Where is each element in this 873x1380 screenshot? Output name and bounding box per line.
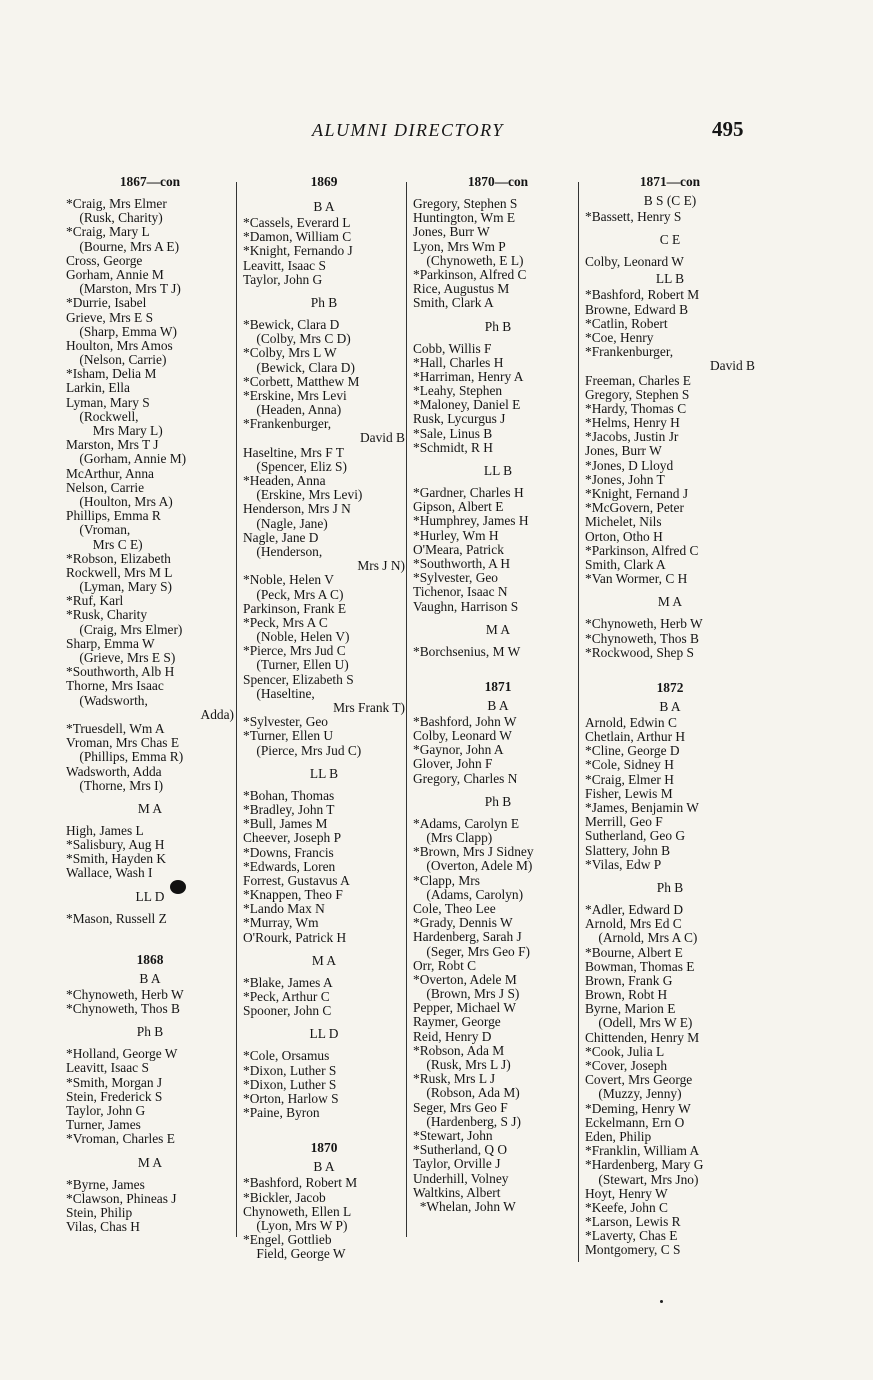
directory-entry: Wallace, Wash I <box>66 865 153 881</box>
directory-entry: *Keefe, John C <box>585 1199 668 1215</box>
directory-entry: *Bashford, Robert M <box>243 1175 358 1191</box>
directory-entry: (Lyon, Mrs W P) <box>243 1217 348 1233</box>
directory-entry: (Noble, Helen V) <box>243 629 350 645</box>
directory-column-1 <box>66 172 234 1234</box>
directory-entry: *Vroman, Charles E <box>66 1131 175 1147</box>
directory-entry: *Schmidt, R H <box>413 439 493 455</box>
directory-entry: (Rusk, Charity) <box>66 210 163 226</box>
directory-entry: *Cole, Orsamus <box>243 1048 330 1064</box>
degree-heading: M A <box>311 952 337 968</box>
directory-entry: *Brown, Mrs J Sidney <box>413 844 534 860</box>
year-heading: 1869 <box>310 174 338 189</box>
directory-entry: (Turner, Ellen U) <box>243 657 349 673</box>
directory-entry: *Engel, Gottlieb <box>243 1232 332 1248</box>
directory-entry: Thorne, Mrs Isaac <box>66 678 164 694</box>
directory-entry: Vroman, Mrs Chas E <box>66 735 180 751</box>
degree-heading: LL D <box>135 888 165 904</box>
directory-column-4 <box>585 172 755 1258</box>
directory-entry: *Harriman, Henry A <box>413 368 524 384</box>
directory-entry: (Nagle, Jane) <box>243 515 328 531</box>
directory-entry: *McGovern, Peter <box>585 500 684 516</box>
directory-entry: Leavitt, Isaac S <box>243 257 326 273</box>
directory-entry: (Marston, Mrs T J) <box>66 281 181 297</box>
directory-entry: Orton, Otho H <box>585 528 663 544</box>
directory-entry: (Sharp, Emma W) <box>66 323 177 339</box>
directory-entry: (Mrs Clapp) <box>413 830 493 845</box>
directory-entry: David B <box>359 430 405 446</box>
directory-entry: Field, George W <box>243 1246 346 1262</box>
directory-entry: (Phillips, Emma R) <box>66 749 184 765</box>
year-heading: 1870—con <box>467 174 529 189</box>
directory-entry: (Thorne, Mrs I) <box>66 777 164 793</box>
directory-entry: *Southworth, Alb H <box>66 664 175 680</box>
directory-entry: *Parkinson, Alfred C <box>585 542 699 558</box>
directory-entry: Montgomery, C S <box>585 1242 681 1258</box>
directory-entry: Spooner, John C <box>243 1003 332 1019</box>
directory-entry: *Edwards, Loren <box>243 858 336 874</box>
directory-entry: Chetlain, Arthur H <box>585 729 686 745</box>
directory-entry: *Gaynor, John A <box>413 742 504 758</box>
directory-entry: *Colby, Mrs L W <box>243 345 337 361</box>
directory-entry: (Wadsworth, <box>66 692 148 708</box>
directory-entry: *Chynoweth, Thos B <box>585 630 699 646</box>
directory-entry: *Isham, Delia M <box>66 366 157 382</box>
directory-entry: Seger, Mrs Geo F <box>413 1099 508 1115</box>
directory-entry: Vaughn, Harrison S <box>413 598 519 614</box>
directory-entry: *Bradley, John T <box>243 801 335 817</box>
directory-entry: *Bewick, Clara D <box>243 316 340 332</box>
directory-entry: *Rockwood, Shep S <box>585 644 694 660</box>
year-heading: 1871—con <box>639 174 701 189</box>
directory-entry: (Muzzy, Jenny) <box>585 1086 682 1102</box>
degree-heading: Ph B <box>484 318 512 334</box>
directory-entry: *Rusk, Charity <box>66 607 148 623</box>
degree-heading: Ph B <box>310 294 338 310</box>
degree-heading: B A <box>487 697 509 713</box>
directory-entry: Sutherland, Geo G <box>585 828 686 844</box>
directory-entry: Chynoweth, Ellen L <box>243 1203 352 1219</box>
directory-entry: *Hall, Charles H <box>413 354 504 370</box>
directory-column-2 <box>243 172 405 1261</box>
directory-entry: *Adler, Edward D <box>585 901 684 917</box>
directory-entry: *Deming, Henry W <box>585 1100 691 1116</box>
directory-entry: Eden, Philip <box>585 1128 652 1144</box>
directory-entry: (Bourne, Mrs A E) <box>66 238 180 254</box>
directory-entry: (Vroman, <box>66 522 131 538</box>
degree-heading: B A <box>139 970 161 986</box>
directory-entry: Taylor, Orville J <box>413 1156 501 1172</box>
directory-entry: *Sylvester, Geo <box>413 570 498 586</box>
directory-entry: (Colby, Mrs C D) <box>243 331 351 347</box>
directory-entry: *Peck, Arthur C <box>243 989 330 1004</box>
directory-entry: Waltkins, Albert <box>413 1184 501 1200</box>
year-heading: 1870 <box>310 1140 338 1156</box>
directory-entry: (Craig, Mrs Elmer) <box>66 621 183 637</box>
directory-entry: Reid, Henry D <box>413 1028 492 1044</box>
directory-entry: Arnold, Mrs Ed C <box>585 916 682 932</box>
directory-entry: Colby, Leonard W <box>585 254 684 270</box>
directory-entry: Taylor, John G <box>66 1102 146 1118</box>
directory-entry: *Salisbury, Aug H <box>66 837 165 853</box>
directory-entry: (Pierce, Mrs Jud C) <box>243 742 362 758</box>
directory-entry: *Erskine, Mrs Levi <box>243 387 347 403</box>
directory-entry: Taylor, John G <box>243 271 323 287</box>
year-heading: 1868 <box>136 951 164 967</box>
directory-entry: *Chynoweth, Herb W <box>585 616 703 632</box>
directory-entry: *Blake, James A <box>243 974 333 990</box>
directory-entry: Lyman, Mary S <box>66 394 150 410</box>
directory-entry: *Cline, George D <box>585 743 680 759</box>
directory-entry: Gregory, Stephen S <box>585 386 690 402</box>
directory-entry: *Helms, Henry H <box>585 415 680 431</box>
degree-heading: B A <box>659 698 681 714</box>
directory-entry: *Downs, Francis <box>243 844 334 860</box>
directory-entry: *Borchsenius, M W <box>413 643 521 659</box>
running-header: ALUMNI DIRECTORY <box>312 120 504 140</box>
directory-entry: Larkin, Ella <box>66 380 130 396</box>
directory-entry: *Clapp, Mrs <box>413 872 480 888</box>
directory-entry: *Ruf, Karl <box>66 593 124 609</box>
directory-entry: *Sale, Linus B <box>413 425 493 441</box>
directory-entry: *Humphrey, James H <box>413 513 529 529</box>
directory-entry: *Craig, Mrs Elmer <box>66 196 167 211</box>
directory-entry: Smith, Clark A <box>413 295 494 311</box>
directory-entry: *Grady, Dennis W <box>413 915 513 931</box>
directory-entry: (Chynoweth, E L) <box>413 252 524 268</box>
directory-entry: Rockwell, Mrs M L <box>66 564 173 580</box>
directory-entry: *Holland, George W <box>66 1046 178 1062</box>
directory-entry: (Houlton, Mrs A) <box>66 493 173 509</box>
directory-entry: *Byrne, James <box>66 1176 145 1192</box>
directory-entry: (Lyman, Mary S) <box>66 579 172 595</box>
directory-entry: Underhill, Volney <box>413 1170 509 1186</box>
directory-entry: Henderson, Mrs J N <box>243 501 351 517</box>
directory-entry: *Franklin, William A <box>585 1143 700 1159</box>
directory-entry: Wadsworth, Adda <box>66 763 162 779</box>
directory-entry: *Craig, Mary L <box>66 224 150 240</box>
directory-entry: Bowman, Thomas E <box>585 958 695 974</box>
directory-entry: *Orton, Harlow S <box>243 1090 339 1106</box>
directory-entry: *Truesdell, Wm A <box>66 720 165 736</box>
directory-entry: Houlton, Mrs Amos <box>66 337 173 353</box>
directory-entry: Hardenberg, Sarah J <box>413 929 522 945</box>
directory-entry: *Bickler, Jacob <box>243 1189 326 1205</box>
directory-entry: Nelson, Carrie <box>66 479 145 495</box>
directory-entry: *Smith, Morgan J <box>66 1074 163 1090</box>
directory-entry: *Craig, Elmer H <box>585 771 674 787</box>
directory-entry: *Leahy, Stephen <box>413 383 503 399</box>
directory-entry: Stein, Philip <box>66 1204 133 1220</box>
column-rule <box>406 182 407 1237</box>
directory-entry: *Clawson, Phineas J <box>66 1190 177 1206</box>
directory-entry: Brown, Frank G <box>585 972 673 988</box>
directory-entry: (Arnold, Mrs A C) <box>585 930 698 946</box>
directory-entry: *Laverty, Chas E <box>585 1228 678 1244</box>
directory-entry: *Mason, Russell Z <box>66 910 167 926</box>
degree-heading: M A <box>137 1154 163 1170</box>
directory-entry: Cheever, Joseph P <box>243 830 342 846</box>
degree-heading: Ph B <box>484 793 512 809</box>
directory-entry: Pepper, Michael W <box>413 1000 516 1016</box>
directory-entry: *Chynoweth, Thos B <box>66 1001 180 1016</box>
directory-entry: Lyon, Mrs Wm P <box>413 238 506 254</box>
directory-entry: Brown, Robt H <box>585 987 668 1003</box>
column-rule <box>236 182 237 1237</box>
directory-entry: *Gardner, Charles H <box>413 485 524 500</box>
directory-entry: (Grieve, Mrs E S) <box>66 650 176 665</box>
directory-entry: Spencer, Elizabeth S <box>243 671 354 687</box>
directory-entry: (Peck, Mrs A C) <box>243 586 344 602</box>
directory-entry: *Noble, Helen V <box>243 572 334 588</box>
directory-entry: *Larson, Lewis R <box>585 1214 681 1230</box>
directory-entry: *Cook, Julia L <box>585 1043 665 1059</box>
directory-entry: Gorham, Annie M <box>66 266 164 282</box>
directory-entry: (Headen, Anna) <box>243 402 342 418</box>
directory-entry: (Brown, Mrs J S) <box>413 986 520 1002</box>
directory-entry: *Corbett, Matthew M <box>243 373 360 389</box>
directory-entry: Raymer, George <box>413 1014 501 1030</box>
directory-entry: Parkinson, Frank E <box>243 600 347 616</box>
directory-entry: *Jacobs, Justin Jr <box>585 429 679 445</box>
degree-heading: B A <box>313 1159 335 1175</box>
degree-heading: LL D <box>309 1026 339 1042</box>
degree-heading: B A <box>313 199 335 214</box>
directory-entry: Covert, Mrs George <box>585 1072 693 1088</box>
directory-entry: (Overton, Adele M) <box>413 858 533 874</box>
directory-entry: Eckelmann, Ern O <box>585 1114 685 1130</box>
directory-entry: (Rockwell, <box>66 408 139 424</box>
directory-entry: *Frankenburger, <box>585 344 674 360</box>
directory-entry: *Knight, Fernando J <box>243 243 353 259</box>
directory-entry: Arnold, Edwin C <box>585 714 677 730</box>
directory-entry: *Overton, Adele M <box>413 971 517 987</box>
directory-entry: Cross, George <box>66 252 143 268</box>
directory-entry: (Seger, Mrs Geo F) <box>413 943 530 959</box>
directory-entry: Huntington, Wm E <box>413 210 516 226</box>
degree-heading: Ph B <box>656 879 684 895</box>
directory-entry: *Jones, D Lloyd <box>585 457 674 473</box>
degree-heading: LL B <box>655 271 685 287</box>
directory-entry: *Peck, Mrs A C <box>243 614 328 630</box>
directory-entry: Haseltine, Mrs F T <box>243 444 344 460</box>
directory-entry: Mrs C E) <box>66 536 143 552</box>
directory-entry: *Chynoweth, Herb W <box>66 986 184 1002</box>
directory-entry: *Dixon, Luther S <box>243 1062 337 1078</box>
directory-entry: (Odell, Mrs W E) <box>585 1015 693 1031</box>
degree-heading: LL B <box>483 463 513 478</box>
directory-entry: (Haseltine, <box>243 685 315 701</box>
directory-entry: (Henderson, <box>243 543 323 559</box>
directory-entry: *Smith, Hayden K <box>66 851 167 867</box>
directory-entry: *Maloney, Daniel E <box>413 397 521 413</box>
directory-entry: Forrest, Gustavus A <box>243 872 350 888</box>
directory-entry: Chittenden, Henry M <box>585 1029 700 1045</box>
directory-entry: (Robson, Ada M) <box>413 1085 520 1101</box>
directory-entry: Jones, Burr W <box>585 443 662 459</box>
directory-entry: Mrs Frank T) <box>333 700 405 715</box>
directory-entry: High, James L <box>66 822 144 838</box>
directory-entry: Rusk, Lycurgus J <box>413 411 506 427</box>
directory-entry: *Murray, Wm <box>243 915 319 931</box>
directory-entry: (Bewick, Clara D) <box>243 359 355 375</box>
ink-blot <box>170 880 186 894</box>
year-heading: 1871 <box>484 678 512 694</box>
directory-column-3 <box>413 172 583 1214</box>
directory-entry: Sharp, Emma W <box>66 635 155 651</box>
directory-entry: McArthur, Anna <box>66 465 154 481</box>
directory-entry: Hoyt, Henry W <box>585 1185 668 1201</box>
directory-entry: *Durrie, Isabel <box>66 295 147 311</box>
degree-heading: LL B <box>309 765 339 781</box>
directory-entry: Gregory, Charles N <box>413 770 518 786</box>
directory-entry: *Cassels, Everard L <box>243 215 351 230</box>
directory-entry: *Hardenberg, Mary G <box>585 1157 704 1173</box>
directory-entry: *Cole, Sidney H <box>585 757 674 773</box>
directory-entry: Adda) <box>200 706 234 722</box>
directory-entry: Freeman, Charles E <box>585 372 691 388</box>
directory-entry: *Sylvester, Geo <box>243 714 328 730</box>
degree-heading: C E <box>659 232 681 248</box>
directory-entry: (Nelson, Carrie) <box>66 352 167 368</box>
directory-entry: Rice, Augustus M <box>413 281 510 297</box>
directory-entry: Jones, Burr W <box>413 224 490 240</box>
directory-entry: *Bashford, John W <box>413 713 517 729</box>
directory-entry: Vilas, Chas H <box>66 1219 140 1235</box>
directory-entry: *Whelan, John W <box>413 1198 516 1214</box>
directory-entry: Grieve, Mrs E S <box>66 309 154 325</box>
directory-entry: (Spencer, Eliz S) <box>243 458 347 474</box>
directory-entry: Colby, Leonard W <box>413 728 512 744</box>
directory-entry: *Sutherland, Q O <box>413 1142 508 1158</box>
directory-entry: (Adams, Carolyn) <box>413 886 524 902</box>
directory-entry: *Bourne, Albert E <box>585 944 683 960</box>
directory-entry: Cobb, Willis F <box>413 340 492 356</box>
directory-entry: Browne, Edward B <box>585 301 689 317</box>
directory-entry: *Catlin, Robert <box>585 315 668 331</box>
directory-entry: O'Meara, Patrick <box>413 541 504 557</box>
directory-entry: Fisher, Lewis M <box>585 785 673 801</box>
directory-entry: Gregory, Stephen S <box>413 196 518 211</box>
directory-entry: O'Rourk, Patrick H <box>243 929 347 945</box>
degree-heading: M A <box>485 621 511 637</box>
directory-entry: *Bohan, Thomas <box>243 787 335 803</box>
directory-entry: *Hardy, Thomas C <box>585 400 687 416</box>
directory-entry: *Bassett, Henry S <box>585 209 682 224</box>
directory-entry: *Stewart, John <box>413 1127 493 1143</box>
directory-entry: Smith, Clark A <box>585 556 666 572</box>
directory-entry: *Van Wormer, C H <box>585 571 688 587</box>
directory-entry: Leavitt, Isaac S <box>66 1060 149 1076</box>
directory-entry: Phillips, Emma R <box>66 508 161 524</box>
directory-entry: (Erskine, Mrs Levi) <box>243 487 363 503</box>
directory-entry: *Vilas, Edw P <box>585 856 662 872</box>
directory-entry: *Robson, Ada M <box>413 1042 505 1058</box>
directory-entry: *James, Benjamin W <box>585 800 699 815</box>
directory-entry: *Bashford, Robert M <box>585 287 700 303</box>
directory-entry: *Headen, Anna <box>243 473 326 488</box>
degree-heading: M A <box>137 800 163 816</box>
directory-entry: *Damon, William C <box>243 229 352 245</box>
degree-heading: M A <box>657 594 683 610</box>
directory-entry: *Rusk, Mrs L J <box>413 1071 496 1087</box>
directory-entry: *Pierce, Mrs Jud C <box>243 643 346 659</box>
directory-entry: Marston, Mrs T J <box>66 437 159 453</box>
directory-entry: *Jones, John T <box>585 471 665 487</box>
directory-entry: (Gorham, Annie M) <box>66 451 187 467</box>
directory-entry: Gipson, Albert E <box>413 499 504 515</box>
directory-entry: Byrne, Marion E <box>585 1001 676 1017</box>
directory-entry: Slattery, John B <box>585 842 671 858</box>
directory-entry: *Southworth, A H <box>413 555 511 571</box>
speck <box>660 1300 663 1303</box>
directory-entry: Michelet, Nils <box>585 514 662 530</box>
directory-entry: *Bull, James M <box>243 816 328 832</box>
directory-entry: *Cover, Joseph <box>585 1058 668 1073</box>
directory-entry: (Hardenberg, S J) <box>413 1113 521 1129</box>
directory-entry: *Robson, Elizabeth <box>66 550 171 566</box>
directory-entry: *Paine, Byron <box>243 1105 320 1121</box>
directory-entry: *Coe, Henry <box>585 329 654 345</box>
directory-entry: *Knappen, Theo F <box>243 887 343 903</box>
directory-entry: *Hurley, Wm H <box>413 527 499 543</box>
directory-entry: David B <box>709 358 755 374</box>
year-heading: 1872 <box>656 679 684 695</box>
directory-entry: *Adams, Carolyn E <box>413 815 519 831</box>
directory-entry: *Turner, Ellen U <box>243 728 334 744</box>
year-heading: 1867—con <box>119 174 181 189</box>
page-number: 495 <box>712 117 744 141</box>
directory-entry: Tichenor, Isaac N <box>413 584 508 600</box>
directory-entry: *Lando Max N <box>243 901 325 917</box>
directory-entry: Merrill, Geo F <box>585 814 663 830</box>
directory-entry: Mrs J N) <box>357 558 405 574</box>
directory-entry: Cole, Theo Lee <box>413 900 496 916</box>
directory-entry: Mrs Mary L) <box>66 423 163 438</box>
degree-heading: B S (C E) <box>643 193 697 208</box>
directory-entry: (Stewart, Mrs Jno) <box>585 1171 699 1187</box>
directory-entry: *Knight, Fernand J <box>585 486 689 501</box>
directory-entry: (Rusk, Mrs L J) <box>413 1057 511 1072</box>
directory-entry: *Dixon, Luther S <box>243 1076 337 1092</box>
degree-heading: Ph B <box>136 1024 164 1040</box>
directory-entry: Nagle, Jane D <box>243 529 319 545</box>
directory-entry: Stein, Frederick S <box>66 1088 163 1104</box>
directory-entry: Glover, John F <box>413 756 493 772</box>
directory-entry: Turner, James <box>66 1117 141 1133</box>
directory-entry: *Frankenburger, <box>243 416 332 432</box>
directory-entry: *Parkinson, Alfred C <box>413 266 527 282</box>
directory-entry: Orr, Robt C <box>413 957 477 973</box>
